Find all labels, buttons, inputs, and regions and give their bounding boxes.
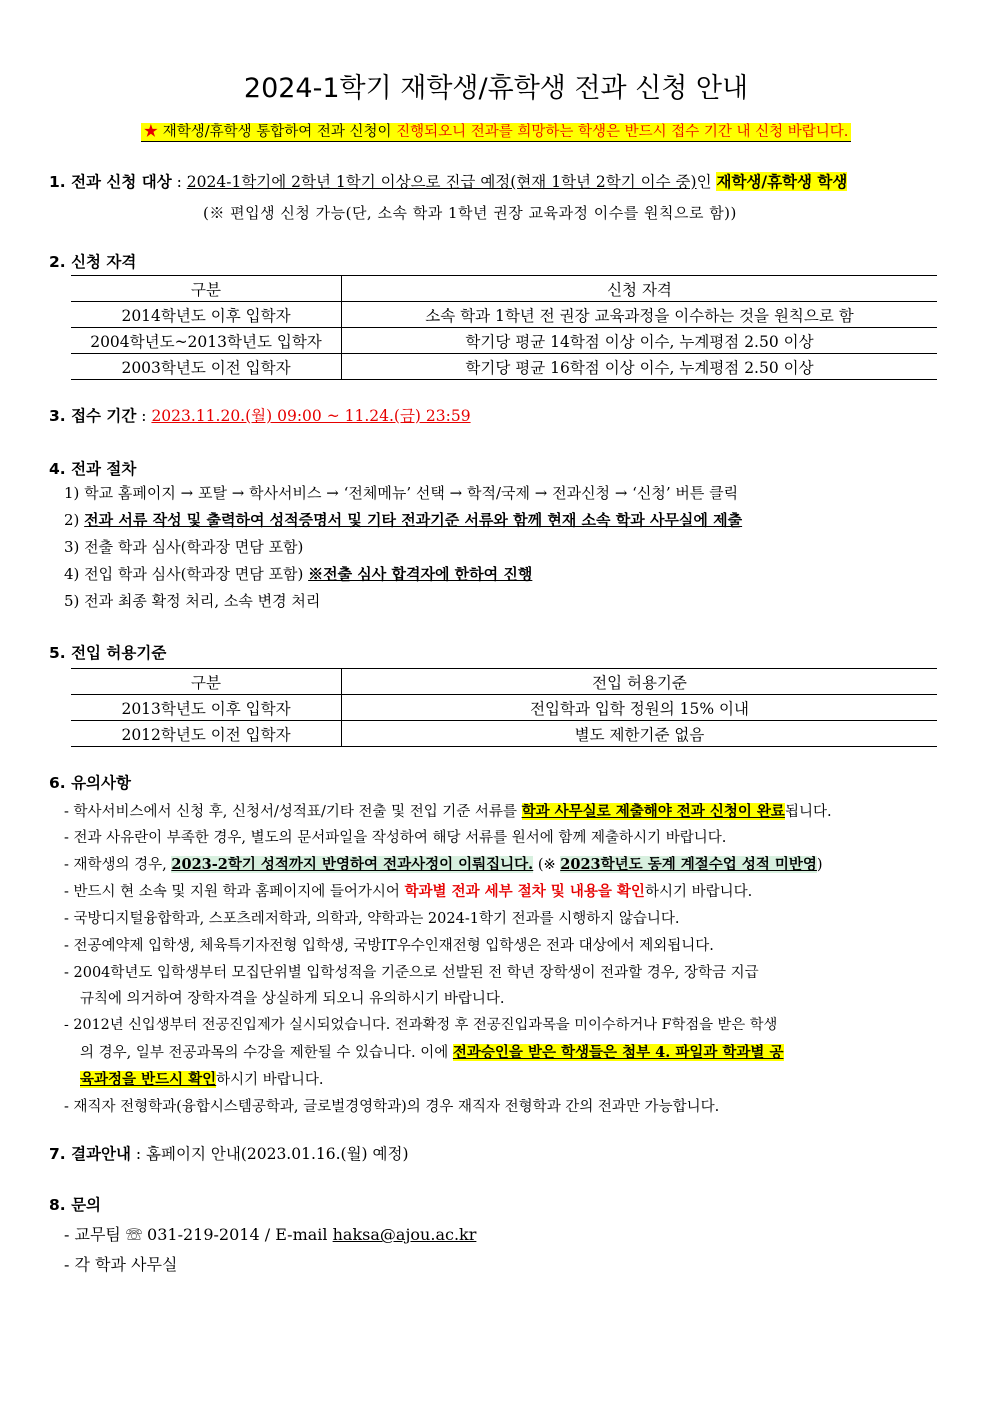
- table-row: [71, 695, 937, 721]
- contact-line: [64, 1222, 476, 1245]
- note-item: - 국방디지털융합학과, 스포츠레저학과, 의학과, 약학과는 2024-1학기 전과를 시행하지 않습니다.: [64, 911, 680, 927]
- table-cell: 학기당 평균 14학점 이상 이수, 누계평점 2.50 이상: [342, 328, 938, 354]
- procedure-step-5: 5) 전과 최종 확정 처리, 소속 변경 처리: [64, 592, 321, 610]
- procedure-step-1: 1) 학교 홈페이지 → 포탈 → 학사서비스 → ‘전체메뉴’ 선택 → 학적/국제 → 전과신청 → ‘신청’ 버튼 클릭: [64, 484, 739, 502]
- section-4-heading: [49, 457, 136, 479]
- note-item-continued: 규칙에 의거하여 장학자격을 상실하게 되오니 유의하시기 바랍니다.: [80, 991, 505, 1007]
- note-item: [64, 880, 752, 901]
- note-text: 됩니다.: [784, 804, 832, 820]
- step-4-condition: ※전출 심사 합격자에 한하여 진행: [308, 565, 533, 583]
- section-5-heading: [49, 641, 166, 663]
- table-row: [71, 302, 937, 328]
- table-cell: 2004학년도~2013학년도 입학자: [71, 328, 342, 354]
- table-cell: 2003학년도 이전 입학자: [71, 354, 342, 380]
- notice-text-1: 재학생/휴학생 통합하여 전과 신청이: [162, 124, 397, 140]
- section-3-heading: 3. 접수 기간: [49, 407, 137, 425]
- section-1-note: (※ 편입생 신청 가능(단, 소속 학과 1학년 권장 교육과정 이수를 원칙으로 함)): [203, 204, 737, 222]
- note-highlight: 학과별 전과 세부 절차 및 내용을 확인: [404, 883, 645, 900]
- procedure-list: [64, 480, 742, 615]
- table-row: [71, 328, 937, 354]
- email-link[interactable]: haksa@ajou.ac.kr: [332, 1225, 477, 1244]
- note-item-continued: [80, 1041, 784, 1062]
- eligibility-table: [71, 275, 937, 380]
- quota-header-category: 구분: [71, 669, 342, 695]
- note-item: - 전과 사유란이 부족한 경우, 별도의 문서파일을 작성하여 해당 서류를 원서에 함께 제출하시기 바랍니다.: [64, 830, 727, 846]
- section-4-heading-text: 4. 전과 절차: [49, 460, 137, 478]
- section-5-heading-text: 5. 전입 허용기준: [49, 644, 167, 662]
- star-icon: ★: [143, 124, 159, 140]
- colon: :: [136, 407, 152, 425]
- transfer-quota-table: [71, 668, 937, 747]
- section-8-heading-text: 8. 문의: [49, 1196, 102, 1214]
- contact-text: - 교무팀 ☏ 031-219-2014 / E-mail: [64, 1225, 333, 1244]
- note-text: (※: [533, 857, 561, 873]
- colon: :: [171, 173, 187, 191]
- note-item-continued: [80, 1068, 323, 1089]
- notice-text-2: 진행되오니 전과를 희망하는 학생은 반드시 접수 기간 내 신청 바랍니다.: [396, 124, 849, 140]
- application-period: 2023.11.20.(월) 09:00 ~ 11.24.(금) 23:59: [151, 407, 471, 425]
- note-highlight: 2023학년도 동계 계절수업 성적 미반영: [560, 856, 817, 873]
- step-2-text: 전과 서류 작성 및 출력하여 성적증명서 및 기타 전과기준 서류와 함께 현재 소속 학과 사무실에 제출: [84, 511, 743, 529]
- quota-header-criteria: 전입 허용기준: [342, 669, 938, 695]
- note-highlight: 전과승인을 받은 학생들은 첨부 4. 파일과 학과별 공: [452, 1044, 784, 1061]
- procedure-step-3: 3) 전출 학과 심사(학과장 면담 포함): [64, 538, 304, 556]
- note-text: - 반드시 현 소속 및 지원 학과 홈페이지에 들어가시어: [64, 884, 405, 900]
- note-item: - 2004학년도 입학생부터 모집단위별 입학성적을 기준으로 선발된 전 학년 장학생이 전과할 경우, 장학금 지급: [64, 965, 759, 981]
- note-text: - 학사서비스에서 신청 후, 신청서/성적표/기타 전출 및 전입 기준 서류를: [64, 804, 522, 820]
- table-cell: 2013학년도 이후 입학자: [71, 695, 342, 721]
- note-text: - 재학생의 경우,: [64, 857, 172, 873]
- note-item: [64, 800, 832, 821]
- note-text: ): [816, 857, 823, 873]
- connector-text: 인: [696, 173, 717, 191]
- procedure-step-2: [64, 507, 742, 534]
- notice-banner: [0, 120, 992, 141]
- page-title: 2024-1학기 재학생/휴학생 전과 신청 안내: [243, 73, 749, 104]
- target-description: 2024-1학기에 2학년 1학기 이상으로 진급 예정(현재 1학년 2학기 이수 중): [186, 173, 697, 191]
- section-1: [49, 170, 847, 192]
- target-highlight: 재학생/휴학생 학생: [716, 172, 848, 191]
- result-notice: : 홈페이지 안내(2023.01.16.(월) 예정): [130, 1145, 409, 1163]
- procedure-step-4: [64, 561, 742, 588]
- note-item: - 재직자 전형학과(융합시스템공학과, 글로벌경영학과)의 경우 재직자 전형학과 간의 전과만 가능합니다.: [64, 1099, 720, 1115]
- note-highlight: 학과 사무실로 제출해야 전과 신청이 완료: [521, 803, 785, 820]
- note-text: 의 경우, 일부 전공과목의 수강을 제한될 수 있습니다. 이에: [80, 1045, 453, 1061]
- section-7-heading: 7. 결과안내: [49, 1145, 131, 1163]
- table-cell: 소속 학과 1학년 전 권장 교육과정을 이수하는 것을 원칙으로 함: [342, 302, 938, 328]
- table-cell: 학기당 평균 16학점 이상 이수, 누계평점 2.50 이상: [342, 354, 938, 380]
- section-6-heading: [49, 771, 131, 793]
- section-8-heading: [49, 1193, 101, 1215]
- note-text: 하시기 바랍니다.: [644, 884, 753, 900]
- note-highlight: 육과정을 반드시 확인: [80, 1071, 217, 1088]
- table-cell: 별도 제한기준 없음: [342, 721, 938, 747]
- section-3: [49, 404, 471, 426]
- eligibility-header-qualification: 신청 자격: [342, 276, 938, 302]
- note-item: [64, 853, 823, 874]
- step-4-text: 4) 전입 학과 심사(학과장 면담 포함): [64, 565, 309, 583]
- department-contact: - 각 학과 사무실: [64, 1255, 178, 1274]
- note-text: 하시기 바랍니다.: [216, 1072, 324, 1088]
- eligibility-header-category: 구분: [71, 276, 342, 302]
- note-highlight: 2023-2학기 성적까지 반영하여 전과사정이 이뤄집니다.: [171, 856, 534, 873]
- section-2-heading-text: 2. 신청 자격: [49, 253, 137, 271]
- section-7: [49, 1142, 409, 1164]
- table-row: [71, 354, 937, 380]
- section-6-heading-text: 6. 유의사항: [49, 774, 131, 792]
- table-row: [71, 721, 937, 747]
- step-number: 2): [64, 511, 85, 529]
- table-cell: 전입학과 입학 정원의 15% 이내: [342, 695, 938, 721]
- table-cell: 2014학년도 이후 입학자: [71, 302, 342, 328]
- note-item: - 2012년 신입생부터 전공진입제가 실시되었습니다. 전과확정 후 전공진입과목을 미이수하거나 F학점을 받은 학생: [64, 1017, 778, 1033]
- table-cell: 2012학년도 이전 입학자: [71, 721, 342, 747]
- section-1-heading: 1. 전과 신청 대상: [49, 173, 172, 191]
- note-item: - 전공예약제 입학생, 체육특기자전형 입학생, 국방IT우수인재전형 입학생은 전과 대상에서 제외됩니다.: [64, 938, 714, 954]
- section-2-heading: [49, 250, 136, 272]
